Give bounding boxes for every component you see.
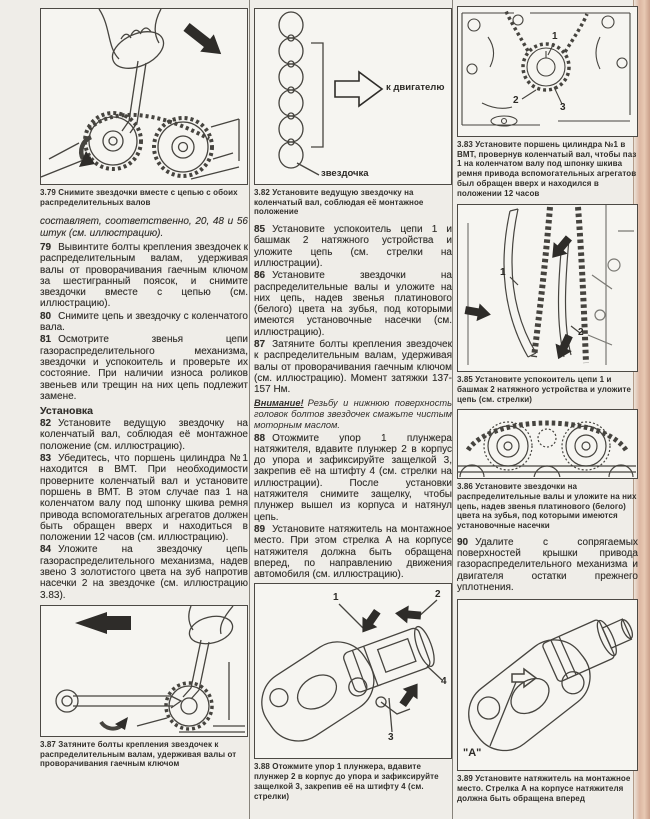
figure-3-88-illustration [255,584,450,757]
paragraph-79 [40,242,248,310]
middle-column [254,0,452,801]
paragraph-88 [254,433,452,523]
paragraph-number: 87 [254,339,266,351]
paragraph-text: Установите звездочки на распределительные валы и уложите на них цепь, надев звенья платинового (белого) цвета на зубья, под которыми имеются установочные насечки (см. иллюстрацию). [254,270,452,338]
to-engine-arrow-icon [335,72,382,106]
figure-3-85-label-2: 2 [578,327,584,339]
figure-3-83 [457,6,638,137]
figure-3-88-label-3: 3 [388,732,394,744]
figure-3-82-caption: 3.82 Установите ведущую звездочку на коленчатый вал, соблюдая её монтажное положение [254,188,424,217]
left-column [40,0,248,769]
paragraph-90 [457,537,638,593]
figure-3-83-label-2: 2 [513,95,519,106]
warning-text: Резьбу и нижнюю поверхность головок болтов звездочек смажьте чистым моторным маслом. [254,397,452,430]
paragraph-text: Затяните болты крепления звездочек к распределительным валам, удерживая валы от проворачивания гаечным ключом (см. иллюстрацию). Момент затяжки 137-157 Нм. [254,339,452,396]
paragraph-number: 86 [254,270,266,282]
figure-3-82-illustration [255,9,450,183]
paragraph-86 [254,270,452,338]
paragraph-number: 79 [40,242,52,253]
paragraph-82 [40,418,248,452]
paragraph-number: 85 [254,224,266,236]
paragraph-89 [254,524,452,580]
direction-arrow-icon [180,18,228,62]
paragraph-number: 89 [254,523,266,535]
paragraph-text: Вывинтите болты крепления звездочек к распределительным валам, удерживая валы от проворачивания гаечным ключом за шестигранный поясок, и снимите звездочки вместе с цепью (см. иллюстрацию). [40,242,248,310]
paragraph-number: 81 [40,334,52,346]
figure-3-86-illustration [458,410,636,477]
paragraph-87 [254,339,452,395]
paragraph-text: Уложите на звездочку цепь газораспределительного механизма, надев звено 3 золотистого цвета на зуб напротив насечки 2 на звездочке (см. иллюстрацию 3.83). [40,544,248,601]
paragraph-number: 82 [40,418,52,430]
paragraph-text: Отожмите упор 1 плунжера натяжителя, вдавите плунжер 2 в корпус до упора и зафиксируйте защелкой 3, закрепив её на штифту 4 (см. стрелки на иллюстрации). После установки натяжителя снимите защелку, чтобы плунжер вышел из корпуса и натянул цепь. [254,432,452,523]
figure-3-86 [457,409,638,479]
paragraph-number: 84 [40,544,52,556]
paragraph-number: 90 [457,536,469,548]
section-header-installation: Установка [40,405,93,418]
figure-3-87 [40,605,248,737]
paragraph-number: 88 [254,432,266,444]
figure-3-83-label-3: 3 [560,102,566,113]
figure-3-82-to-engine-label: к двигателю [386,82,445,93]
intro-paragraph: составляет, соответственно, 20, 48 и 56 штук (см. иллюстрацию). [40,216,248,239]
figure-3-85-label-1: 1 [500,267,506,279]
paragraph-85 [254,224,452,269]
figure-3-88-label-1: 1 [333,592,339,604]
paragraph-text: Установите ведущую звездочку на коленчатый вал, соблюдая её монтажное положение (см. иллюстрацию). [40,418,248,452]
figure-3-85-illustration [458,205,636,370]
column-divider-left [249,0,250,819]
figure-3-89-label-a: "А" [463,747,482,760]
paragraph-text: Удалите с сопрягаемых поверхностей крышки привода газораспределительного механизма и двигателя остатки прежнего уплотнения. [457,536,638,594]
figure-3-87-caption: 3.87 Затяните болты крепления звездочек к распределительным валам, удерживая валы от проворачивания гаечным ключом [40,739,237,769]
figure-3-85-caption: 3.85 Установите успокоитель цепи 1 и башмак 2 натяжного устройства и уложите цепь (см. стрелки) [457,375,632,404]
direction-arrow-icon [75,612,131,634]
figure-3-86-caption: 3.86 Установите звездочки на распределительные валы и уложите на них цепь, надев звенья платинового (белого) цвета на зубья, под которыми имеются установочные насечки [457,482,637,531]
column-divider-right [452,0,453,819]
figure-3-85 [457,204,638,372]
figure-3-82 [254,8,452,185]
figure-3-87-illustration [41,606,246,735]
paragraph-text: Снимите цепь и звездочку с коленчатого вала. [40,310,248,334]
figure-3-89-caption: 3.89 Установите натяжитель на монтажное место. Стрелка А на корпусе натяжителя должна быть обращена вперед [457,774,631,803]
figure-3-83-illustration [458,7,636,135]
figure-3-88-label-2: 2 [435,589,441,601]
paragraph-81 [40,334,248,402]
paragraph-number: 80 [40,310,52,322]
figure-3-89 [457,599,638,771]
paragraph-84 [40,544,248,600]
figure-3-83-caption: 3.83 Установите поршень цилиндра №1 в ВМТ, провернув коленчатый вал, чтобы паз 1 на коленчатом валу под шпонку шкива ремня привода вспомогательных агрегатов был обращен вверх и находился в положении 12 часов [457,140,637,198]
paragraph-text: Установите натяжитель на монтажное место. При этом стрелка А на корпусе натяжителя должна быть обращена вперед, по направлению движения автомобиля (см. иллюстрацию). [254,523,452,581]
figure-3-79 [40,8,248,185]
paragraph-text: Установите успокоитель цепи 1 и башмак 2 натяжного устройства и уложите цепь (см. стрелки на иллюстрации). [254,224,452,269]
paragraph-text: Осмотрите звенья цепи газораспределительного механизма, звездочки и успокоитель и проверьте их состояние. При наличии износа роликов звеньев или трещин на них цепь подлежит замене. [40,334,248,402]
figure-3-83-label-1: 1 [552,31,558,42]
figure-3-88-label-4: 4 [441,676,447,688]
paragraph-text: Убедитесь, что поршень цилиндра №1 находится в ВМТ. При необходимости проверните коленчатый вал и установите поршень в ВМТ. В этом случае паз 1 на коленчатом валу под шпонку шкива ремня привода вспомогательных агрегатов должен быть обращен вверх и находиться в положении 12 часов (см. иллюстрацию). [40,453,248,544]
figure-3-79-caption: 3.79 Снимите звездочки вместе с цепью с обоих распределительных валов [40,188,238,207]
figure-3-88 [254,583,452,759]
figure-3-88-caption: 3.88 Отожмите упор 1 плунжера, вдавите плунжер 2 в корпус до упора и зафиксируйте защелкой 3, закрепив её на штифту 4 (см. стрелки) [254,762,439,801]
right-column [457,0,638,803]
paragraph-number: 83 [40,453,52,465]
paragraph-80 [40,311,248,334]
paragraph-83 [40,453,248,543]
figure-3-79-illustration [41,9,246,183]
figure-3-82-sprocket-label: звездочка [321,168,369,179]
warning-label: Внимание! [254,397,304,408]
figure-3-89-illustration [458,600,636,769]
warning-note [254,398,452,431]
